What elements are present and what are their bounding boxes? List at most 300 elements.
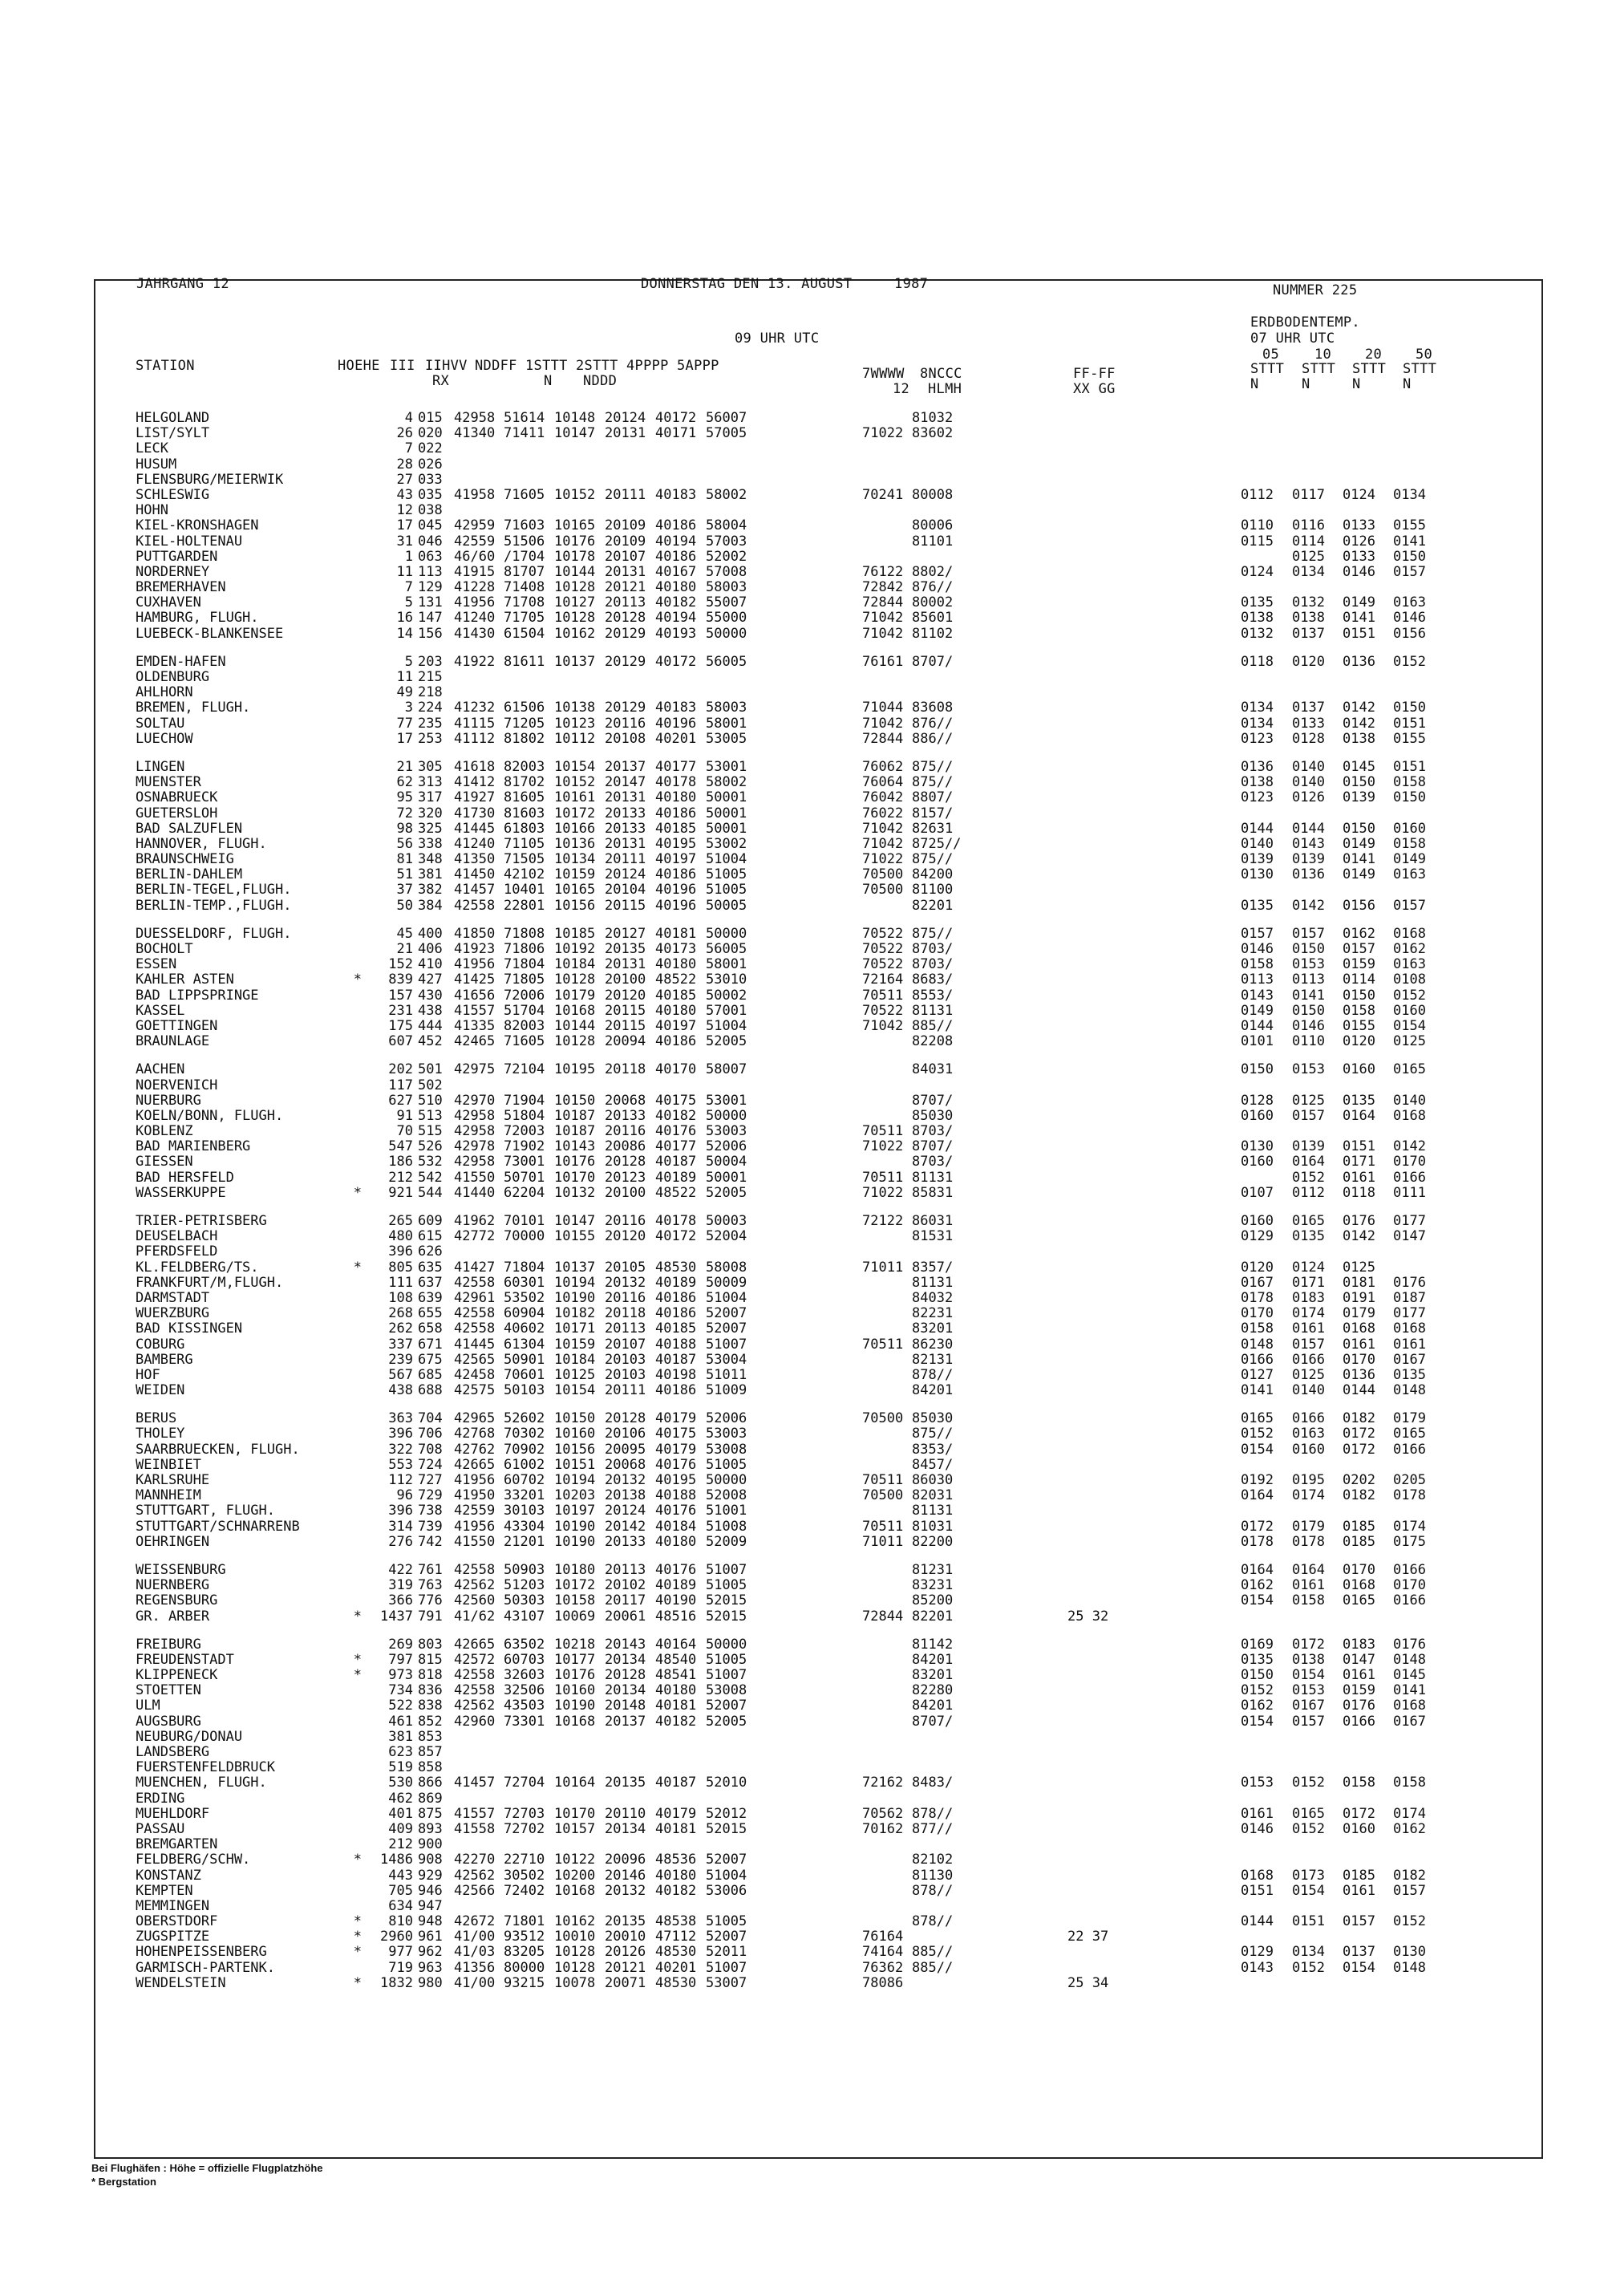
- station-name: KIEL-HOLTENAU: [136, 533, 243, 550]
- iihvv-group: 41445: [454, 820, 496, 837]
- station-index: 980: [418, 1974, 443, 1991]
- iihvv-group: 41923: [454, 941, 496, 957]
- temperature-group: 10192: [554, 941, 596, 957]
- pressure-group: 40196: [655, 882, 697, 899]
- station-name: KONSTANZ: [136, 1867, 201, 1884]
- dewpoint-group: 20129: [605, 625, 646, 642]
- soil-temp-20: 0149: [1343, 594, 1375, 611]
- soil-temp-05: 0154: [1241, 1713, 1274, 1730]
- station-index: 035: [418, 486, 443, 503]
- temperature-group: 10197: [554, 1503, 596, 1519]
- temperature-group: 10078: [554, 1974, 596, 1991]
- iihvv-group: 42562: [454, 1577, 496, 1594]
- weather-group: 72844: [862, 1608, 904, 1625]
- station-index: 427: [418, 972, 443, 988]
- elevation: 111: [388, 1274, 413, 1291]
- weather-group: 71022: [862, 1138, 904, 1155]
- soil-temp-20: 0142: [1343, 715, 1375, 732]
- wind-group: 93512: [504, 1929, 545, 1945]
- pressure-group: 40201: [655, 1959, 697, 1976]
- temperature-group: 10143: [554, 1138, 596, 1155]
- pressure-group: 40186: [655, 1382, 697, 1399]
- wind-group: 72704: [504, 1775, 545, 1791]
- pressure-group: 40190: [655, 1592, 697, 1609]
- dewpoint-group: 20129: [605, 653, 646, 670]
- iihvv-group: 41558: [454, 1820, 496, 1837]
- soil-temp-05: 0136: [1241, 758, 1274, 775]
- dewpoint-group: 20133: [605, 1107, 646, 1124]
- wind-group: 83205: [504, 1944, 545, 1961]
- soil-temp-20: 0125: [1343, 1259, 1375, 1276]
- cloud-group: 81031: [912, 1518, 954, 1535]
- station-index: 338: [418, 835, 443, 852]
- soil-temp-20: 0170: [1343, 1351, 1375, 1368]
- station-index: 818: [418, 1667, 443, 1684]
- tendency-group: 53003: [706, 1123, 747, 1140]
- temperature-group: 10165: [554, 517, 596, 534]
- station-index: 400: [418, 925, 443, 942]
- temperature-group: 10172: [554, 1577, 596, 1594]
- tendency-group: 52012: [706, 1805, 747, 1822]
- wind-group: 71805: [504, 972, 545, 988]
- tendency-group: 58004: [706, 517, 747, 534]
- cloud-group: 8707/: [912, 1092, 954, 1109]
- dewpoint-group: 20115: [605, 1017, 646, 1034]
- soil-temp-50: 0135: [1393, 1366, 1426, 1383]
- col-7wwww-12: 12: [893, 381, 910, 397]
- elevation: 627: [388, 1092, 413, 1109]
- station-index: 791: [418, 1608, 443, 1625]
- dewpoint-group: 20113: [605, 1320, 646, 1337]
- soil-temp-20: 0161: [1343, 1882, 1375, 1899]
- pressure-group: 40181: [655, 925, 697, 942]
- station-index: 430: [418, 987, 443, 1004]
- dewpoint-group: 20133: [605, 805, 646, 821]
- soil-temp-05: 0101: [1241, 1033, 1274, 1050]
- wind-group: 60703: [504, 1651, 545, 1668]
- station-name: BAD LIPPSPRINGE: [136, 987, 259, 1004]
- elevation: 21: [396, 941, 413, 957]
- tendency-group: 50000: [706, 1636, 747, 1653]
- tendency-group: 53005: [706, 730, 747, 747]
- tendency-group: 55007: [706, 594, 747, 611]
- mountain-marker: *: [353, 1259, 362, 1276]
- station-name: BERLIN-DAHLEM: [136, 866, 243, 883]
- elevation: 396: [388, 1503, 413, 1519]
- wind-group: 61304: [504, 1336, 545, 1353]
- elevation: 98: [396, 820, 413, 837]
- soil-temp-10: 0144: [1292, 820, 1325, 837]
- cloud-group: 8683/: [912, 972, 954, 988]
- soil-temp-05: 0153: [1241, 1775, 1274, 1791]
- tendency-group: 52010: [706, 1775, 747, 1791]
- pressure-group: 40183: [655, 486, 697, 503]
- elevation: 547: [388, 1138, 413, 1155]
- soil-temp-05: 0130: [1241, 1138, 1274, 1155]
- wind-group: 71605: [504, 1033, 545, 1050]
- elevation: 319: [388, 1577, 413, 1594]
- weather-group: 71042: [862, 715, 904, 732]
- soil-temp-05: 0158: [1241, 956, 1274, 973]
- iihvv-group: 41430: [454, 625, 496, 642]
- soil-temp-50: 0170: [1393, 1154, 1426, 1170]
- dewpoint-group: 20121: [605, 579, 646, 596]
- soil-temp-50: 0146: [1393, 610, 1426, 627]
- soil-temp-20: 0150: [1343, 820, 1375, 837]
- elevation: 839: [388, 972, 413, 988]
- tendency-group: 52004: [706, 1228, 747, 1245]
- soil-temp-20: 0149: [1343, 835, 1375, 852]
- mountain-marker: *: [353, 1852, 362, 1868]
- station-name: BERLIN-TEMP.,FLUGH.: [136, 897, 292, 914]
- weather-group: 71022: [862, 851, 904, 868]
- tendency-group: 58001: [706, 956, 747, 973]
- tendency-group: 51011: [706, 1366, 747, 1383]
- tendency-group: 50000: [706, 925, 747, 942]
- tendency-group: 56007: [706, 410, 747, 426]
- soil-temp-50: 0108: [1393, 972, 1426, 988]
- col-4pppp: 4PPPP: [626, 358, 669, 374]
- cloud-group: 80006: [912, 517, 954, 534]
- elevation: 269: [388, 1636, 413, 1653]
- soil-temp-20: 0166: [1343, 1713, 1375, 1730]
- cloud-group: 82201: [912, 1608, 954, 1625]
- station-index: 515: [418, 1123, 443, 1140]
- cloud-group: 86230: [912, 1336, 954, 1353]
- pressure-group: 40172: [655, 410, 697, 426]
- elevation: 231: [388, 1002, 413, 1019]
- weather-group: 70511: [862, 1123, 904, 1140]
- station-index: 858: [418, 1759, 443, 1776]
- soil-temp-10: 0152: [1292, 1959, 1325, 1976]
- station-index: 742: [418, 1533, 443, 1550]
- iihvv-group: 41730: [454, 805, 496, 821]
- station-name: AACHEN: [136, 1061, 185, 1078]
- soil-temp-50: 0158: [1393, 1775, 1426, 1791]
- soil-temp-05: 0192: [1241, 1472, 1274, 1488]
- iihvv-group: 42965: [454, 1410, 496, 1427]
- cloud-group: 875//: [912, 1426, 954, 1442]
- dewpoint-group: 20107: [605, 548, 646, 565]
- temperature-group: 10178: [554, 548, 596, 565]
- soil-temp-05: 0118: [1241, 653, 1274, 670]
- soil-temp-20: 0176: [1343, 1698, 1375, 1714]
- soil-temp-50: 0165: [1393, 1061, 1426, 1078]
- elevation: 50: [396, 897, 413, 914]
- soil-temp-05: 0113: [1241, 972, 1274, 988]
- col-iihvv: IIHVV: [425, 358, 468, 374]
- soil-temp-10: 0112: [1292, 1184, 1325, 1201]
- station-index: 384: [418, 897, 443, 914]
- observation-time: 09 UHR UTC: [735, 331, 820, 347]
- temperature-group: 10168: [554, 1002, 596, 1019]
- soil-temp-05: 0139: [1241, 851, 1274, 868]
- cloud-group: 875//: [912, 851, 954, 868]
- soil-temp-05: 0140: [1241, 835, 1274, 852]
- temperature-group: 10184: [554, 956, 596, 973]
- soil-temp-10: 0178: [1292, 1533, 1325, 1550]
- station-name: OSNABRUECK: [136, 789, 218, 806]
- soil-temp-20: 0170: [1343, 1561, 1375, 1578]
- tendency-group: 57005: [706, 425, 747, 442]
- station-name: MUEHLDORF: [136, 1805, 210, 1822]
- weather-group: 76362: [862, 1959, 904, 1976]
- temperature-group: 10144: [554, 563, 596, 580]
- tendency-group: 52005: [706, 1713, 747, 1730]
- soil-temp-20: 0139: [1343, 789, 1375, 806]
- soil-temp-10: 0125: [1292, 548, 1325, 565]
- soil-temp-20: 0168: [1343, 1320, 1375, 1337]
- weather-group: 71042: [862, 625, 904, 642]
- cloud-group: 8457/: [912, 1456, 954, 1473]
- station-index: 015: [418, 410, 443, 426]
- wind-group: 71902: [504, 1138, 545, 1155]
- dewpoint-group: 20115: [605, 1002, 646, 1019]
- tendency-group: 51001: [706, 1503, 747, 1519]
- station-name: GIESSEN: [136, 1154, 193, 1170]
- tendency-group: 53008: [706, 1682, 747, 1699]
- cloud-group: 875//: [912, 925, 954, 942]
- soil-temp-20: 0126: [1343, 533, 1375, 550]
- col-n-10: N: [1302, 376, 1310, 392]
- soil-temp-50: 0148: [1393, 1382, 1426, 1399]
- pressure-group: 40201: [655, 730, 697, 747]
- wind-group: 50901: [504, 1351, 545, 1368]
- soil-temp-05: 0164: [1241, 1561, 1274, 1578]
- col-rx: RX: [432, 373, 450, 389]
- pressure-group: 40188: [655, 1487, 697, 1504]
- iihvv-group: 41/03: [454, 1944, 496, 1961]
- tendency-group: 51004: [706, 1017, 747, 1034]
- dewpoint-group: 20127: [605, 925, 646, 942]
- station-name: COBURG: [136, 1336, 185, 1353]
- temperature-group: 10152: [554, 774, 596, 791]
- weather-group: 71042: [862, 835, 904, 852]
- tendency-group: 52002: [706, 548, 747, 565]
- pressure-group: 40181: [655, 1698, 697, 1714]
- pressure-group: 40176: [655, 1456, 697, 1473]
- temperature-group: 10165: [554, 882, 596, 899]
- soil-temp-50: 0158: [1393, 774, 1426, 791]
- elevation: 409: [388, 1820, 413, 1837]
- station-index: 635: [418, 1259, 443, 1276]
- tendency-group: 51009: [706, 1382, 747, 1399]
- weather-group: 70500: [862, 866, 904, 883]
- temperature-group: 10157: [554, 1820, 596, 1837]
- soil-temp-20: 0160: [1343, 1061, 1375, 1078]
- dewpoint-group: 20133: [605, 820, 646, 837]
- station-name: BERUS: [136, 1410, 177, 1427]
- soil-temp-05: 0144: [1241, 1913, 1274, 1930]
- wind-group: 70601: [504, 1366, 545, 1383]
- soil-temp-20: 0151: [1343, 1138, 1375, 1155]
- station-index: 908: [418, 1852, 443, 1868]
- iihvv-group: 41/00: [454, 1974, 496, 1991]
- elevation: 396: [388, 1426, 413, 1442]
- dewpoint-group: 20113: [605, 1561, 646, 1578]
- station-name: NOERVENICH: [136, 1077, 218, 1093]
- soil-temp-10: 0153: [1292, 956, 1325, 973]
- elevation: 4: [404, 410, 413, 426]
- pressure-group: 40170: [655, 1061, 697, 1078]
- tendency-group: 56005: [706, 653, 747, 670]
- station-index: 724: [418, 1456, 443, 1473]
- station-name: BERLIN-TEGEL,FLUGH.: [136, 882, 292, 899]
- wind-group: 60702: [504, 1472, 545, 1488]
- cloud-group: 81131: [912, 1274, 954, 1291]
- soil-temp-10: 0150: [1292, 941, 1325, 957]
- station-index: 961: [418, 1929, 443, 1945]
- tendency-group: 52011: [706, 1944, 747, 1961]
- soil-temp-05: 0172: [1241, 1518, 1274, 1535]
- elevation: 239: [388, 1351, 413, 1368]
- wind-group: 32603: [504, 1667, 545, 1684]
- pressure-group: 40180: [655, 789, 697, 806]
- station-index: 382: [418, 882, 443, 899]
- wind-group: 81702: [504, 774, 545, 791]
- soil-temp-20: 0150: [1343, 774, 1375, 791]
- temperature-group: 10162: [554, 1913, 596, 1930]
- temperature-group: 10154: [554, 1382, 596, 1399]
- pressure-group: 48541: [655, 1667, 697, 1684]
- pressure-group: 40180: [655, 1682, 697, 1699]
- soil-temp-20: 0144: [1343, 1382, 1375, 1399]
- wind-group: 30103: [504, 1503, 545, 1519]
- temperature-group: 10148: [554, 410, 596, 426]
- iihvv-group: 42961: [454, 1289, 496, 1306]
- col-7wwww: 7WWWW: [862, 366, 905, 382]
- soil-temp-05: 0138: [1241, 774, 1274, 791]
- soil-temp-05: 0107: [1241, 1184, 1274, 1201]
- pressure-group: 40195: [655, 835, 697, 852]
- tendency-group: 52007: [706, 1929, 747, 1945]
- soil-temp-05: 0162: [1241, 1698, 1274, 1714]
- wind-group: 10401: [504, 882, 545, 899]
- soil-temp-10: 0152: [1292, 1820, 1325, 1837]
- soil-temp-50: 0168: [1393, 1698, 1426, 1714]
- weather-group: 76164: [862, 1929, 904, 1945]
- pressure-group: 47112: [655, 1929, 697, 1945]
- wind-group: 40602: [504, 1320, 545, 1337]
- cloud-group: 81131: [912, 1169, 954, 1186]
- wind-group: 61002: [504, 1456, 545, 1473]
- dewpoint-group: 20143: [605, 1636, 646, 1653]
- pressure-group: 48522: [655, 972, 697, 988]
- iihvv-group: 41557: [454, 1805, 496, 1822]
- elevation: 265: [388, 1213, 413, 1229]
- wind-group: 81802: [504, 730, 545, 747]
- tendency-group: 56005: [706, 941, 747, 957]
- pressure-group: 40198: [655, 1366, 697, 1383]
- elevation: 175: [388, 1017, 413, 1034]
- soil-temp-50: 0182: [1393, 1867, 1426, 1884]
- soil-temp-05: 0162: [1241, 1577, 1274, 1594]
- soil-temp-50: 0151: [1393, 715, 1426, 732]
- wind-group: 81611: [504, 653, 545, 670]
- iihvv-group: 42558: [454, 1561, 496, 1578]
- soil-temp-50: 0125: [1393, 1033, 1426, 1050]
- iihvv-group: 42959: [454, 517, 496, 534]
- cloud-group: 84031: [912, 1061, 954, 1078]
- dewpoint-group: 20068: [605, 1456, 646, 1473]
- soil-temp-20: 0182: [1343, 1487, 1375, 1504]
- temperature-group: 10203: [554, 1487, 596, 1504]
- station-name: SAARBRUECKEN, FLUGH.: [136, 1441, 300, 1458]
- soil-temp-05: 0120: [1241, 1259, 1274, 1276]
- soil-temp-10: 0179: [1292, 1518, 1325, 1535]
- cloud-group: 876//: [912, 715, 954, 732]
- iihvv-group: 42762: [454, 1441, 496, 1458]
- iihvv-group: 42558: [454, 1682, 496, 1699]
- wind-group: 70000: [504, 1228, 545, 1245]
- temperature-group: 10180: [554, 1561, 596, 1578]
- gust-group: 25 34: [1067, 1974, 1109, 1991]
- soil-temp-50: 0177: [1393, 1305, 1426, 1322]
- elevation: 921: [388, 1184, 413, 1201]
- wind-group: 71705: [504, 610, 545, 627]
- station-index: 063: [418, 548, 443, 565]
- dewpoint-group: 20086: [605, 1138, 646, 1155]
- pressure-group: 40176: [655, 1503, 697, 1519]
- temperature-group: 10147: [554, 425, 596, 442]
- soil-temp-05: 0164: [1241, 1487, 1274, 1504]
- soil-temp-10: 0157: [1292, 1713, 1325, 1730]
- station-index: 803: [418, 1636, 443, 1653]
- elevation: 62: [396, 774, 413, 791]
- elevation: 70: [396, 1123, 413, 1140]
- soil-temp-50: 0150: [1393, 789, 1426, 806]
- soil-temp-50: 0157: [1393, 897, 1426, 914]
- station-index: 739: [418, 1518, 443, 1535]
- soil-temp-10: 0151: [1292, 1913, 1325, 1930]
- station-index: 381: [418, 866, 443, 883]
- soil-temp-20: 0161: [1343, 1169, 1375, 1186]
- pressure-group: 40185: [655, 820, 697, 837]
- iihvv-group: 42562: [454, 1867, 496, 1884]
- soil-temp-20: 0158: [1343, 1002, 1375, 1019]
- soil-temp-10: 0165: [1292, 1213, 1325, 1229]
- volume-label: JAHRGANG 12: [136, 276, 229, 292]
- tendency-group: 50001: [706, 1169, 747, 1186]
- station-name: BAD SALZUFLEN: [136, 820, 243, 837]
- elevation: 461: [388, 1713, 413, 1730]
- station-name: HANNOVER, FLUGH.: [136, 835, 267, 852]
- dewpoint-group: 20137: [605, 758, 646, 775]
- weather-group: 70500: [862, 1410, 904, 1427]
- iihvv-group: 42970: [454, 1092, 496, 1109]
- tendency-group: 50003: [706, 1213, 747, 1229]
- soil-depth-20: 20: [1365, 347, 1383, 363]
- station-index: 215: [418, 669, 443, 685]
- station-name: MANNHEIM: [136, 1487, 201, 1504]
- soil-temp-10: 0125: [1292, 1366, 1325, 1383]
- soil-temp-50: 0160: [1393, 820, 1426, 837]
- station-name: KIEL-KRONSHAGEN: [136, 517, 259, 534]
- temperature-group: 10010: [554, 1929, 596, 1945]
- dewpoint-group: 20116: [605, 1123, 646, 1140]
- soil-temp-05: 0167: [1241, 1274, 1274, 1291]
- soil-temp-05: 0144: [1241, 820, 1274, 837]
- soil-temp-20: 0133: [1343, 548, 1375, 565]
- soil-temp-10: 0161: [1292, 1577, 1325, 1594]
- cloud-group: 81101: [912, 533, 954, 550]
- temperature-group: 10138: [554, 700, 596, 716]
- dewpoint-group: 20134: [605, 1651, 646, 1668]
- elevation: 28: [396, 456, 413, 473]
- pressure-group: 40180: [655, 1002, 697, 1019]
- temperature-group: 10154: [554, 758, 596, 775]
- station-index: 761: [418, 1561, 443, 1578]
